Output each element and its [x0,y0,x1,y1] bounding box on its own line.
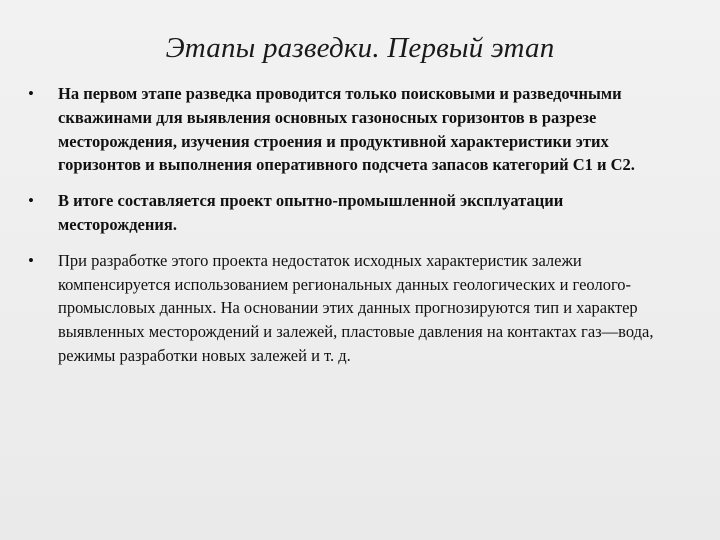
bullet-marker: • [28,250,34,270]
bullet-item-project [28,189,668,237]
bullet-item-regional-data [28,249,668,368]
slide-title: Этапы разведки. Первый этап [165,32,555,64]
bullet-text-project: В итоге составляется проект опытно-промышленной эксплуатации месторождения. [58,191,564,234]
bullet-marker: • [28,84,34,103]
bullet-item-first-stage [28,82,668,177]
bullet-list [28,82,668,380]
bullet-marker: • [28,191,34,211]
bullet-text-first-stage: На первом этапе разведка проводится только поисковыми и разведочными скважинами для выявления основных газоносных горизонтов в разрезе месторождения, изучения строения и продуктивной характеристики этих горизонтов и выполнения оперативного подсчета запасов категорий С1 и С2. [58,84,635,175]
bullet-text-regional-data: При разработке этого проекта недостаток исходных характеристик залежи компенсируется использованием региональных данных геологических и геолого-промысловых данных. На основании этих данных прогнозируются тип и характер выявленных месторождений и залежей, пластовые давления на контактах газ—вода, режимы разработки новых залежей и т. д. [58,250,654,365]
